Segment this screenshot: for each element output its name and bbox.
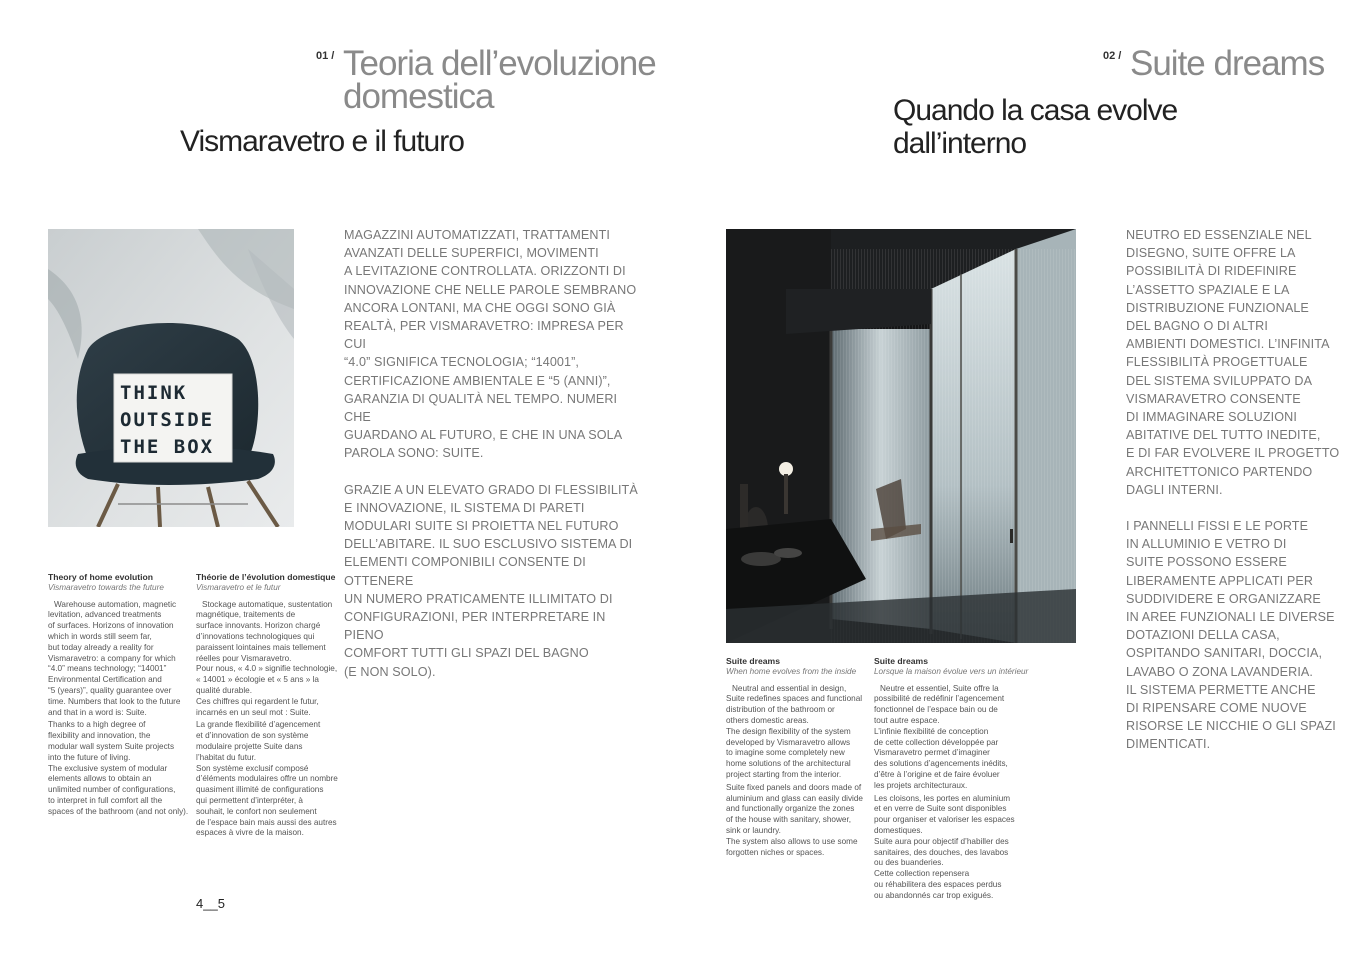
french-para2-left: La grande flexibilité d’agencement et d’innovation de son système modulaire projette Suite dans l’habitat du futur. Son système exclusif composé d’éléments modulaires offre un nombre quasiment illimité de configurations qui permettent d’interpréter, à souhait, le confort non seulement de l’espace bain mais aussi des autres espaces à vivre de la maison. bbox=[196, 720, 338, 838]
english-para1-right: Neutral and essential in design, Suite redefines spaces and functional distribution of the bathroom or others domestic areas. The design flexibility of the system developed by Vismaravetro allows to imagine some completely new home solutions of the architectural project starting from the interior. bbox=[726, 683, 863, 779]
body-left-paragraph2: GRAZIE A UN ELEVATO GRADO DI FLESSIBILITÀ E INNOVAZIONE, IL SISTEMA DI PARETI MODULARI SUITE SI PROIETTA NEL FUTURO DELL’ABITARE. IL SUO ESCLUSIVO SISTEMA DI ELEMENTI COMPONIBILI CONSENTE DI OTTENERE UN NUMERO PRATICAMENTE ILLIMITATO DI CONFIGURAZIONI, PER INTERPRETARE IN PIENO COMFORT TUTTI GLI SPAZI DEL BAGNO (E NON SOLO). bbox=[344, 482, 638, 679]
english-heading-right: Suite dreams bbox=[726, 656, 780, 666]
body-text-left bbox=[344, 226, 644, 699]
photo-glass-partitions bbox=[726, 229, 1076, 643]
subtitle-right-line1: Quando la casa evolve bbox=[893, 94, 1178, 127]
body-right-paragraph2: I PANNELLI FISSI E LE PORTE IN ALLUMINIO E VETRO DI SUITE POSSONO ESSERE LIBERAMENTE APPLICATI PER SUDDIVIDERE E ORGANIZZARE IN AREE FUNZIONALI LE DIVERSE DOTAZIONI DELLA CASA, OSPITANDO SANITARI, DOCCIA, LAVABO O ZONA LAVANDERIA. IL SISTEMA PERMETTE ANCHE DI RIPENSARE COME NUOVE RISORSE LE NICCHIE O GLI SPAZI DIMENTICATI. bbox=[1126, 519, 1336, 752]
french-column-left bbox=[196, 572, 346, 839]
french-heading-left: Théorie de l’évolution domestique bbox=[196, 572, 336, 582]
english-heading-left: Theory of home evolution bbox=[48, 572, 154, 582]
lightbox-line2: OUTSIDE bbox=[120, 409, 215, 431]
french-heading-right: Suite dreams bbox=[874, 656, 928, 666]
lightbox-line3: THE BOX bbox=[120, 436, 215, 458]
section-title-left bbox=[343, 44, 656, 116]
photo-chair-lightbox bbox=[48, 229, 294, 527]
section-title-left-line1: Teoria dell’evoluzione bbox=[343, 44, 656, 83]
french-subtitle-right: Lorsque la maison évolue vers un intérieur bbox=[874, 666, 1029, 676]
section-number-02: 02 / bbox=[1103, 50, 1122, 62]
english-column-left bbox=[48, 572, 198, 818]
english-para2-right: Suite fixed panels and doors made of aluminium and glass can easily divide and functionally organize the zones of the house with sanitary, shower, sink or laundry. The system also allows to use some forgotten niches or spaces. bbox=[726, 782, 863, 857]
french-para1-right: Neutre et essentiel, Suite offre la possibilité de redéfinir l’agencement fonctionnel de l’espace bain ou de tout autre espace. L’infinie flexibilité de conception de cette collection développée par Vismaravetro permet d’imaginer des solutions d’agencements inédits, d’être à l’origine et de faire évoluer les projets architecturaux. bbox=[874, 683, 1008, 790]
subtitle-left: Vismaravetro e il futuro bbox=[180, 125, 464, 158]
body-left-paragraph1: MAGAZZINI AUTOMATIZZATI, TRATTAMENTI AVANZATI DELLE SUPERFICI, MOVIMENTI A LEVITAZIONE CONTROLLATA. ORIZZONTI DI INNOVAZIONE CHE NELLE PAROLE SEMBRANO ANCORA LONTANI, MA CHE OGGI SONO GIÀ REALTÀ, PER VISMARAVETRO: IMPRESA PER CUI “4.0” SIGNIFICA TECNOLOGIA; “14001”, CERTIFICAZIONE AMBIENTALE E “5 (ANNI)”, GARANZIA DI QUALITÀ NEL TEMPO. NUMERI CHE GUARDANO AL FUTURO, E CHE IN UNA SOLA PAROLA SONO: SUITE. bbox=[344, 228, 637, 461]
lightbox-line1: THINK bbox=[120, 382, 188, 404]
french-para1-left: Stockage automatique, sustentation magnétique, traitements de surface innovants. Horizon chargé d’innovations technologiques qui paraissent lointaines mais tellement réelles pour Vismaravetro. Pour nous, « 4.0 » signifie technologie, « 14001 » écologie et « 5 ans » la qualité durable. Ces chiffres qui regardent le futur, incarnés en un seul mot : Suite. bbox=[196, 599, 338, 717]
french-para2-right: Les cloisons, les portes en aluminium et en verre de Suite sont disponibles pour organiser et valoriser les espaces domestiques. Suite aura pour objectif d’habiller des sanitaires, des douches, des lavabos ou des buanderies. Cette collection repensera ou réhabilitera des espaces perdus ou abandonnés car trop exigués. bbox=[874, 793, 1015, 900]
subtitle-right bbox=[893, 94, 1177, 160]
subtitle-right-line2: dall’interno bbox=[893, 127, 1027, 160]
page-numbers: 4__5 bbox=[196, 896, 225, 911]
section-number-01: 01 / bbox=[316, 50, 335, 62]
section-title-left-line2: domestica bbox=[343, 77, 494, 116]
french-column-right bbox=[874, 656, 1034, 902]
english-para1-left: Warehouse automation, magnetic levitation, advanced treatments of surfaces. Horizons of innovation which in words still seem far, but today already a reality for Vismaravetro: a company for which “4.0” means technology; “14001” Environmental Certification and “5 (years)”, quality guarantee over time. Numbers that look to the future and that in a word is: Suite. bbox=[48, 599, 181, 717]
english-column-right bbox=[726, 656, 876, 858]
english-subtitle-right: When home evolves from the inside bbox=[726, 666, 857, 676]
body-right-paragraph1: NEUTRO ED ESSENZIALE NEL DISEGNO, SUITE OFFRE LA POSSIBILITÀ DI RIDEFINIRE L’ASSETTO SPAZIALE E LA DISTRIBUZIONE FUNZIONALE DEL BAGNO O DI ALTRI AMBIENTI DOMESTICI. L’INFINITA FLESSIBILITÀ PROGETTUALE DEL SISTEMA SVILUPPATO DA VISMARAVETRO CONSENTE DI IMMAGINARE SOLUZIONI ABITATIVE DEL TUTTO INEDITE, E DI FAR EVOLVERE IL PROGETTO ARCHITETTONICO PARTENDO DAGLI INTERNI. bbox=[1126, 228, 1340, 497]
section-title-right: Suite dreams bbox=[1130, 44, 1325, 83]
english-para2-left: Thanks to a high degree of flexibility and innovation, the modular wall system Suite projects into the future of living. The exclusive system of modular elements allows to obtain an unlimited number of configurations, to interpret in full comfort all the spaces of the bathroom (and not only). bbox=[48, 720, 189, 816]
french-subtitle-left: Vismaravetro et le futur bbox=[196, 582, 281, 592]
english-subtitle-left: Vismaravetro towards the future bbox=[48, 582, 164, 592]
body-text-right bbox=[1126, 226, 1346, 772]
